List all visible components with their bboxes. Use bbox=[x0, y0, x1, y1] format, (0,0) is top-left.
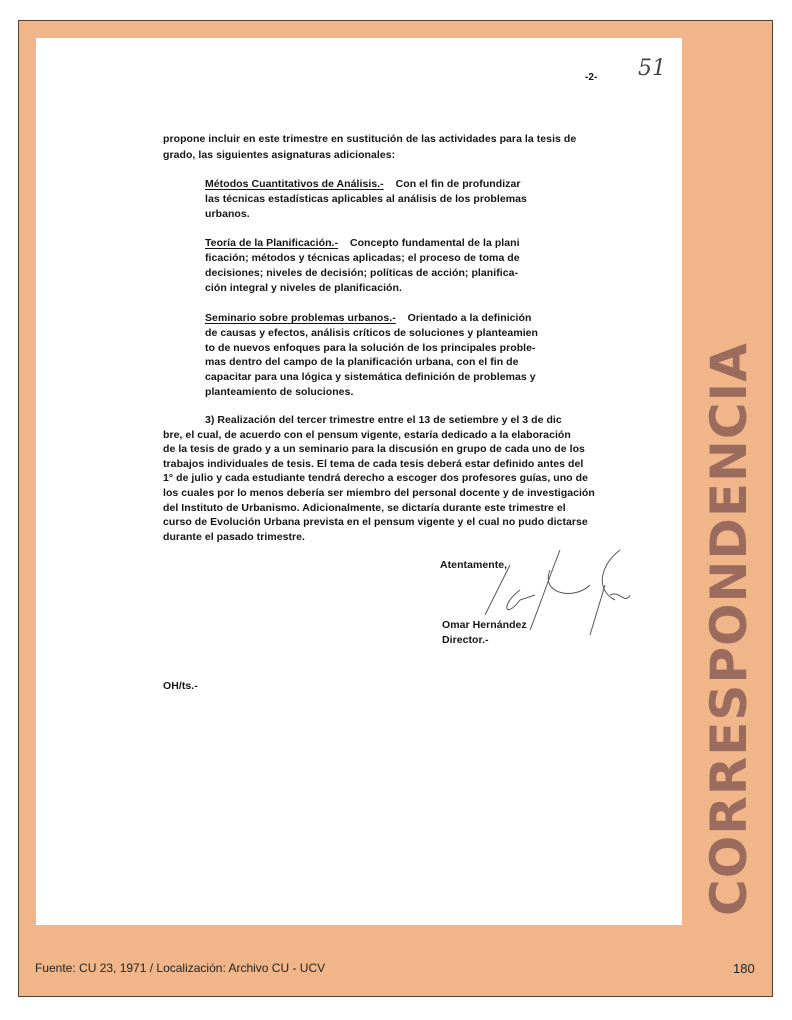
initials: OH/ts.- bbox=[163, 680, 198, 692]
subject-line: las técnicas estadísticas aplicables al análisis de los problemas bbox=[205, 193, 527, 205]
subject-text: Concepto fundamental de la plani bbox=[349, 237, 520, 249]
subject-line: mas dentro del campo de la planificación urbana, con el fin de bbox=[205, 356, 519, 368]
subject-line: urbanos. bbox=[205, 208, 250, 220]
subject-line: de causas y efectos, análisis críticos de soluciones y planteamien bbox=[205, 327, 539, 339]
subject-line: capacitar para una lógica y sistemática definición de problemas y bbox=[205, 371, 536, 383]
point3-line: durante el pasado trimestre. bbox=[163, 531, 306, 543]
subject-text: Orientado a la definición bbox=[407, 312, 532, 324]
point3-line: 1° de julio y cada estudiante tendrá derecho a escoger dos profesores guías, uno de bbox=[163, 472, 588, 484]
footer-page-number: 180 bbox=[733, 961, 755, 976]
subject-line: planteamiento de soluciones. bbox=[205, 386, 354, 398]
section-title: CORRESPONDENCIA bbox=[700, 342, 758, 916]
subject-title: Seminario sobre problemas urbanos.- bbox=[205, 312, 396, 324]
page-marker: -2- bbox=[585, 72, 598, 83]
subject-line: decisiones; niveles de decisión; políticas de acción; planifica- bbox=[205, 267, 519, 279]
signer-name: Omar Hernández bbox=[442, 619, 527, 631]
point3-line: 3) Realización del tercer trimestre entre el 13 de setiembre y el 3 de dic bbox=[205, 414, 562, 426]
subject-title: Métodos Cuantitativos de Análisis.- bbox=[205, 178, 384, 190]
subject-title: Teoría de la Planificación.- bbox=[205, 237, 339, 249]
subject-line bbox=[205, 178, 521, 190]
point3-line: curso de Evolución Urbana prevista en el pensum vigente y el cual no pudo dictarse bbox=[163, 516, 588, 528]
signer-title: Director.- bbox=[442, 634, 489, 646]
point3-line: del Instituto de Urbanismo. Adicionalmente, se dictaría durante este trimestre el bbox=[163, 502, 566, 514]
subject-line bbox=[205, 312, 531, 324]
intro-line: grado, las siguientes asignaturas adicionales: bbox=[163, 149, 396, 161]
subject-line: ción integral y niveles de planificación. bbox=[205, 282, 402, 294]
closing: Atentamente, bbox=[440, 559, 508, 571]
point3-line: trabajos individuales de tesis. El tema de cada tesis deberá estar definido antes del bbox=[163, 458, 584, 470]
point3-line: de la tesis de grado y a un seminario para la discusión en grupo de cada uno de los bbox=[163, 443, 585, 455]
point3-line: bre, el cual, de acuerdo con el pensum vigente, estaría dedicado a la elaboración bbox=[163, 429, 571, 441]
point3-line: los cuales por lo menos debería ser miembro del personal docente y de investigación bbox=[163, 487, 595, 499]
subject-text: Con el fin de profundizar bbox=[395, 178, 521, 190]
footer-source: Fuente: CU 23, 1971 / Localización: Archivo CU - UCV bbox=[35, 961, 326, 975]
subject-line: to de nuevos enfoques para la solución de los principales proble- bbox=[205, 342, 536, 354]
subject-line: ficación; métodos y técnicas aplicadas; el proceso de toma de bbox=[205, 252, 520, 264]
intro-line: propone incluir en este trimestre en sustitución de las actividades para la tesis de bbox=[163, 133, 577, 145]
subject-line bbox=[205, 237, 520, 249]
handwritten-page-number: 51 bbox=[638, 56, 666, 81]
